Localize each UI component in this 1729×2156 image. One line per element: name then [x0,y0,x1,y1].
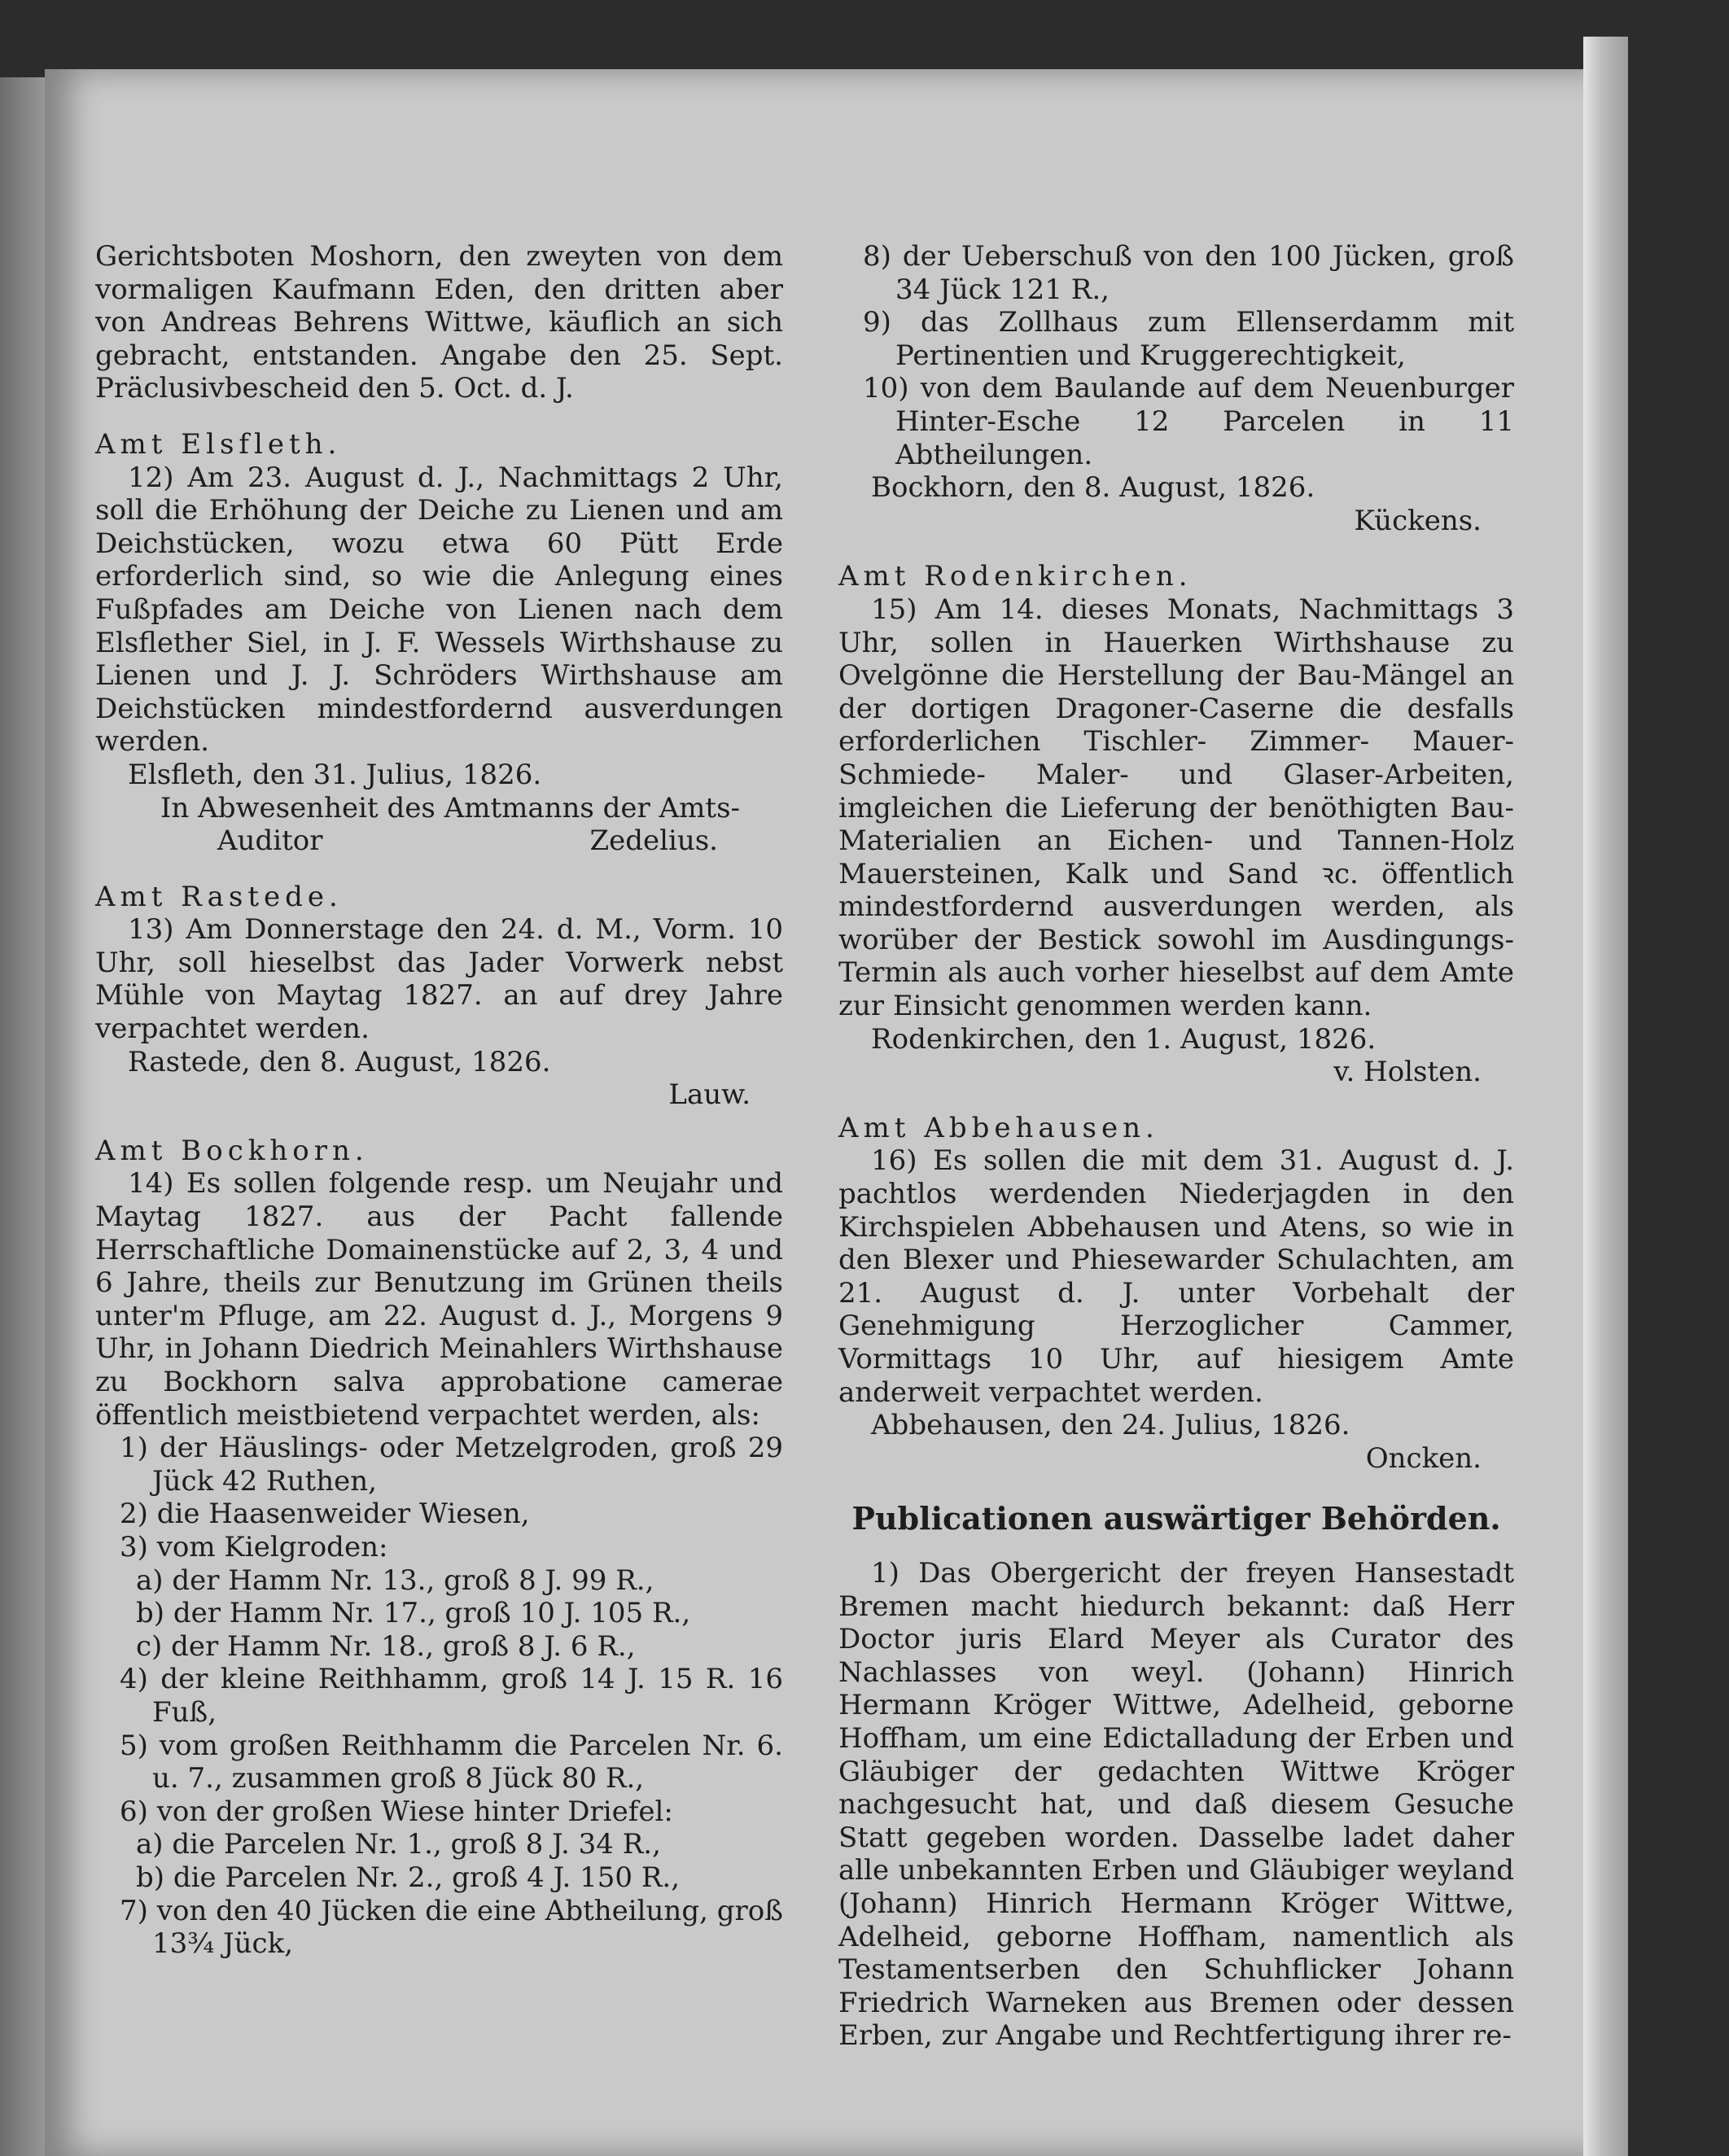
previous-page-edge [0,77,49,2156]
notice-16-date: Abbehausen, den 24. Julius, 1826. [871,1409,1350,1442]
signature-title: Auditor [217,824,323,858]
list-subitem: a) die Parcelen Nr. 1., groß 8 J. 34 R., [136,1828,661,1861]
section-heading-abbehausen: Amt Abbehausen. [838,1111,1159,1144]
notice-12-signature-line: In Abwesenheit des Amtmanns der Amts- [160,791,741,824]
notice-12: 12) Am 23. August d. J., Nachmittags 2 Uhr, soll die Erhöhung der Deiche zu Lienen und am Deichstücken, wozu etwa 60 Pütt Erde erforderlich sind, so wie die Anlegung eines Fußpfades am Deiche von Lienen nach dem Elsflether Siel, in J. F. Wessels Wirthshause zu Lienen und J. J. Schröders Wirthshause am Deichstücken mindestfordernd ausverdungen werden. [95,461,783,759]
list-item: 5) vom großen Reithhamm die Parcelen Nr. 6. u. 7., zusammen groß 8 Jück 80 R., [120,1729,783,1795]
section-title: Publicationen auswärtiger Behörden. [851,1500,1501,1537]
notice-16-signature: Oncken. [1365,1441,1482,1475]
section-heading-elsfleth: Amt Elsfleth. [95,427,342,461]
list-item: 2) die Haasenweider Wiesen, [120,1498,530,1531]
list-item: 4) der kleine Reithhamm, groß 14 J. 15 R. 16 Fuß, [120,1663,783,1729]
notice-13-date: Rastede, den 8. August, 1826. [128,1045,551,1078]
notice-14-date: Bockhorn, den 8. August, 1826. [871,471,1315,505]
notice-16: 16) Es sollen die mit dem 31. August d. J. pachtlos werdenden Niederjagden in den Kirchspielen Abbehausen und Atens, so wie in den Blexer und Phiesewarder Schulachten, am 21. August d. J. unter Vorbehalt der Genehmigung Herzoglicher Cammer, Vormittags 10 Uhr, auf hiesigem Amte anderweit verpachtet werden. [838,1144,1514,1409]
signature-name: Zedelius. [589,824,718,858]
notice-15-signature: v. Holsten. [1333,1056,1482,1089]
notice-13-signature: Lauw. [668,1078,751,1112]
list-subitem: b) die Parcelen Nr. 2., groß 4 J. 150 R., [136,1861,681,1894]
list-item: 8) der Ueberschuß von den 100 Jücken, groß 34 Jück 121 R., [863,240,1514,306]
list-item: 9) das Zollhaus zum Ellenserdamm mit Pertinentien und Kruggerechtigkeit, [863,306,1514,372]
list-item: 6) von der großen Wiese hinter Driefel: [120,1795,673,1828]
notice-12-date: Elsfleth, den 31. Julius, 1826. [128,758,542,791]
page-stack-edge [1583,37,1628,2156]
notice-12-signature [95,824,783,858]
list-subitem: b) der Hamm Nr. 17., groß 10 J. 105 R., [136,1597,691,1630]
notice-15-date: Rodenkirchen, den 1. August, 1826. [871,1022,1377,1056]
list-item: 1) der Häuslings- oder Metzelgroden, groß 29 Jück 42 Ruthen, [120,1432,783,1498]
notice-13: 13) Am Donnerstage den 24. d. M., Vorm. 10 Uhr, soll hieselbst das Jader Vorwerk nebst Mühle von Maytag 1827. an auf drey Jahre verpachtet werden. [95,913,783,1046]
list-item: 10) von dem Baulande auf dem Neuenburger Hinter-Esche 12 Parcelen in 11 Abtheilungen. [863,372,1514,471]
document-page [45,69,1595,2156]
notice-14: 14) Es sollen folgende resp. um Neujahr und Maytag 1827. aus der Pacht fallende Herrschaftliche Domainenstücke auf 2, 3, 4 und 6 Jahre, theils zur Benutzung im Grünen theils unter'm Pfluge, am 22. August d. J., Morgens 9 Uhr, in Johann Diedrich Meinahlers Wirthshause zu Bockhorn salva approbatione camerae öffentlich meistbietend verpachtet werden, als: [95,1167,783,1432]
list-item: 3) vom Kielgroden: [120,1530,388,1563]
notice-14-signature: Kückens. [1354,504,1482,537]
notice-15: 15) Am 14. dieses Monats, Nachmittags 3 Uhr, sollen in Hauerken Wirthshause zu Ovelgönne die Herstellung der Bau-Mängel an der dortigen Dragoner-Caserne die desfalls erforderlichen Tischler- Zimmer- Mauer- Schmiede- Maler- und Glaser-Arbeiten, imgleichen die Lieferung der benöthigten Bau-Materialien an Eichen- und Tannen-Holz Mauersteinen, Kalk und Sand ꝛc. öffentlich mindestfordernd ausverdungen werden, als worüber der Bestick sowohl im Ausdingungs-Termin als auch vorher hieselbst auf dem Amte zur Einsicht genommen werden kann. [838,593,1514,1023]
right-column [838,240,1514,2053]
continued-paragraph: Gerichtsboten Moshorn, den zweyten von dem vormaligen Kaufmann Eden, den dritten aber von Andreas Behrens Wittwe, käuflich an sich gebracht, entstanden. Angabe den 25. Sept. Präclusivbescheid den 5. Oct. d. J. [95,240,783,405]
section-heading-rastede: Amt Rastede. [95,880,343,913]
list-subitem: c) der Hamm Nr. 18., groß 8 J. 6 R., [136,1629,636,1663]
list-subitem: a) der Hamm Nr. 13., groß 8 J. 99 R., [136,1563,654,1597]
section-heading-bockhorn: Amt Bockhorn. [95,1134,369,1167]
left-column [95,240,783,1961]
list-item: 7) von den 40 Jücken die eine Abtheilung, groß 13¾ Jück, [120,1894,783,1961]
section-heading-rodenkirchen: Amt Rodenkirchen. [838,560,1193,593]
publication-1: 1) Das Obergericht der freyen Hansestadt Bremen macht hiedurch bekannt: daß Herr Doctor juris Elard Meyer als Curator des Nachlasses von weyl. (Johann) Hinrich Hermann Kröger Wittwe, Adelheid, geborne Hoffham, um eine Edictalladung der Erben und Gläubiger der gedachten Wittwe Kröger nachgesucht hat, und daß diesem Gesuche Statt gegeben worden. Dasselbe ladet daher alle unbekannten Erben und Gläubiger weyland (Johann) Hinrich Hermann Kröger Wittwe, Adelheid, geborne Hoffham, namentlich als Testamentserben den Schuhflicker Johann Friedrich Warneken aus Bremen oder dessen Erben, zur Angabe und Rechtfertigung ihrer re- [838,1556,1514,2053]
